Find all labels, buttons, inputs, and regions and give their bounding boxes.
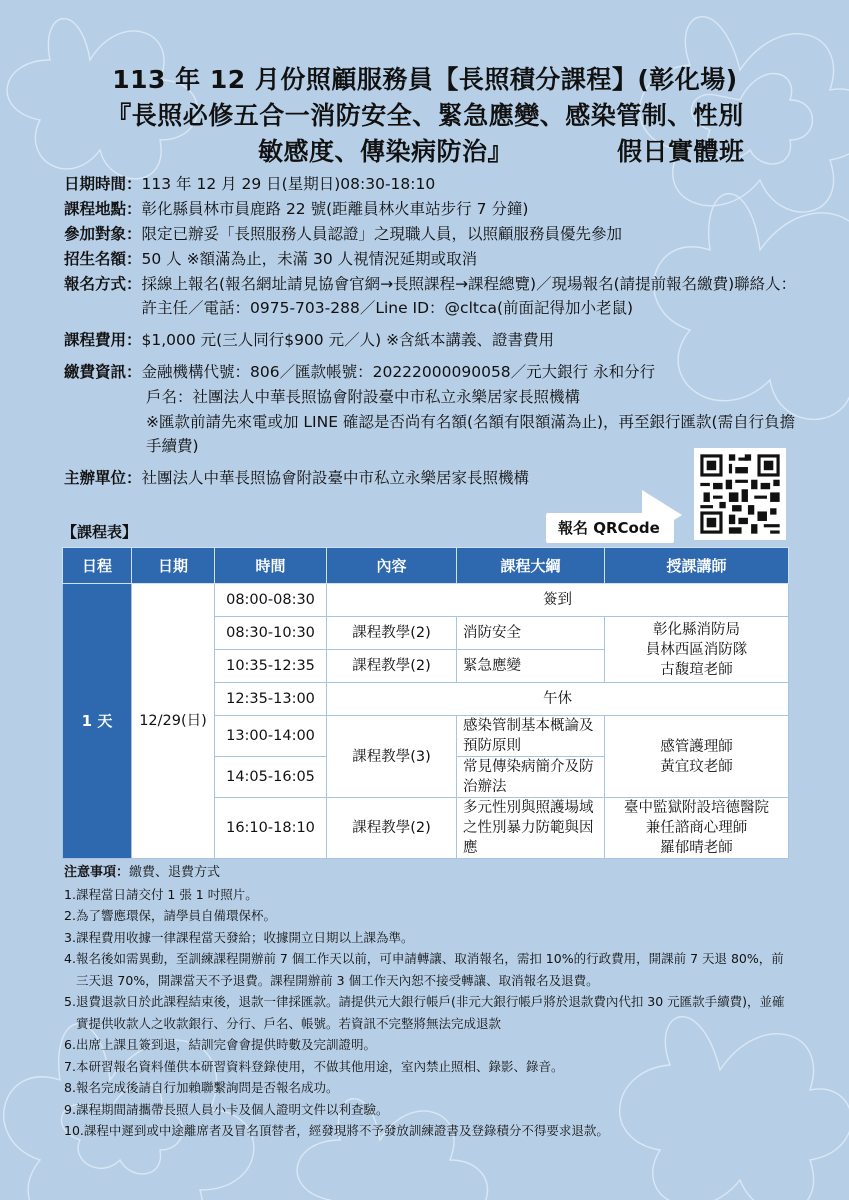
table-header-row bbox=[63, 548, 789, 584]
time-cell: 12:35-13:00 bbox=[215, 683, 327, 716]
teacher-line: 羅郁晴老師 bbox=[660, 840, 733, 856]
info-label: 日期時間： bbox=[64, 175, 142, 193]
note-text: 課程費用收據一律課程當天發給；收據開立日期以上課為準。 bbox=[75, 929, 414, 945]
teacher-cell bbox=[605, 617, 789, 683]
note-text: 本研習報名資料僅供本研習資料登錄使用，不做其他用途，室內禁止照相、錄影、錄音。 bbox=[75, 1058, 564, 1074]
title-line-3 bbox=[40, 134, 810, 170]
note-number: 10. bbox=[64, 1123, 84, 1138]
time-cell: 16:10-18:10 bbox=[215, 798, 327, 859]
notes-section bbox=[64, 862, 794, 1142]
info-row-quota bbox=[64, 247, 804, 271]
info-label: 主辦單位： bbox=[64, 469, 142, 487]
info-row-fee bbox=[64, 328, 804, 352]
header-time: 時間 bbox=[215, 548, 327, 584]
teacher-cell bbox=[605, 798, 789, 859]
info-value: 社團法人中華長照協會附設臺中市私立永樂居家長照機構 bbox=[141, 469, 530, 487]
note-number: 7. bbox=[64, 1058, 76, 1074]
info-row-payment-note bbox=[64, 410, 804, 458]
info-value: 彰化縣員林市員鹿路 22 號(距離員林火車站步行 7 分鐘) bbox=[141, 200, 529, 218]
teacher-line: 兼任諮商心理師 bbox=[645, 820, 748, 836]
date-cell: 12/29(日) bbox=[132, 584, 215, 859]
header-date: 日期 bbox=[132, 548, 215, 584]
teacher-line: 黃宜玟老師 bbox=[660, 758, 733, 775]
outline-cell: 消防安全 bbox=[457, 617, 605, 650]
content-cell: 課程教學(3) bbox=[327, 716, 457, 798]
info-row-audience bbox=[64, 222, 804, 246]
notes-heading-label: 注意事項： bbox=[64, 865, 130, 880]
schedule-table bbox=[62, 547, 789, 859]
info-value: $1,000 元(三人同行$900 元／人) ※含紙本講義、證書費用 bbox=[141, 331, 555, 349]
note-text: 課程中遲到或中途離席者及冒名頂替者，經發現將不予發放訓練證書及登錄積分不得要求退款。 bbox=[83, 1123, 609, 1138]
note-number: 5. bbox=[64, 994, 76, 1009]
list-item bbox=[64, 1034, 794, 1056]
title-line-3-part-b: 假日實體班 bbox=[617, 137, 745, 166]
title-line-2: 『長照必修五合一消防安全、緊急應變、感染管制、性別 bbox=[106, 101, 744, 130]
outline-cell: 感染管制基本概論及預防原則 bbox=[457, 716, 605, 757]
day-cell: 1 天 bbox=[63, 584, 132, 859]
note-text: 出席上課且簽到退，結訓完會會提供時數及完訓證明。 bbox=[75, 1037, 376, 1052]
info-value: 採線上報名(報名網址請見協會官網→長照課程→課程總覽)／現場報名(請提前報名繳費)聯絡人：許主任／電話：0975-703-288／Line ID：@cltca(前面記得加小老鼠) bbox=[141, 275, 797, 317]
note-text: 課程期間請攜帶長照人員小卡及個人證明文件以利查驗。 bbox=[75, 1101, 389, 1117]
info-row-location bbox=[64, 197, 804, 221]
info-row-signup bbox=[64, 272, 804, 320]
note-text: 報名後如需異動，至訓練課程開辦前 7 個工作天以前，可申請轉讓、取消報名，需扣 10%的行政費用，開課前 7 天退 80%，前三天退 70%，開課當天不予退費。課程開辦前 3 個工作天內恕不接受轉讓、取消報名及退費。 bbox=[75, 951, 784, 988]
note-number: 6. bbox=[64, 1037, 76, 1052]
note-number: 1. bbox=[64, 886, 76, 902]
checkin-cell: 簽到 bbox=[327, 584, 789, 617]
header-outline: 課程大綱 bbox=[457, 548, 605, 584]
content-cell: 課程教學(2) bbox=[327, 798, 457, 859]
list-item bbox=[64, 884, 794, 906]
info-label: 繳費資訊： bbox=[64, 363, 142, 381]
notes-heading-rest: 繳費、退費方式 bbox=[129, 865, 221, 880]
title-line-3-part-a: 敏感度、傳染病防治』 bbox=[258, 137, 514, 166]
header-content: 內容 bbox=[327, 548, 457, 584]
list-item bbox=[64, 1099, 794, 1121]
info-row-date bbox=[64, 172, 804, 196]
teacher-line: 彰化縣消防局 bbox=[653, 621, 740, 638]
info-label: 課程費用： bbox=[64, 331, 142, 349]
teacher-cell bbox=[605, 716, 789, 798]
note-number: 8. bbox=[64, 1080, 76, 1095]
info-value: 戶名：社團法人中華長照協會附設臺中市私立永樂居家長照機構 bbox=[146, 388, 581, 406]
time-cell: 10:35-12:35 bbox=[215, 650, 327, 683]
info-value: 金融機構代號：806／匯款帳號：20222000090058／元大銀行 永和分行 bbox=[141, 363, 656, 381]
info-label: 課程地點： bbox=[64, 200, 142, 218]
table-row bbox=[63, 584, 789, 617]
header-day: 日程 bbox=[63, 548, 132, 584]
time-cell: 13:00-14:00 bbox=[215, 716, 327, 757]
info-label: 招生名額： bbox=[64, 250, 142, 268]
teacher-line: 臺中監獄附設培德醫院 bbox=[624, 800, 769, 816]
course-info bbox=[64, 172, 804, 491]
list-item bbox=[64, 1077, 794, 1099]
info-value: 50 人 ※額滿為止，未滿 30 人視情況延期或取消 bbox=[141, 250, 478, 268]
info-row-payment-account-name bbox=[64, 385, 804, 409]
info-label: 報名方式： bbox=[64, 275, 142, 293]
outline-cell: 常見傳染病簡介及防治辦法 bbox=[457, 757, 605, 798]
page-title bbox=[40, 62, 810, 170]
title-line-1: 113 年 12 月份照顧服務員【長照積分課程】(彰化場) bbox=[112, 65, 738, 94]
content-cell: 課程教學(2) bbox=[327, 650, 457, 683]
list-item bbox=[64, 948, 794, 991]
info-value: 限定已辦妥「長照服務人員認證」之現職人員，以照顧服務員優先參加 bbox=[141, 225, 623, 243]
header-teacher: 授課講師 bbox=[605, 548, 789, 584]
teacher-line: 古馥瑄老師 bbox=[660, 661, 733, 678]
time-cell: 14:05-16:05 bbox=[215, 757, 327, 798]
info-row-organizer bbox=[64, 466, 804, 490]
list-item bbox=[64, 1056, 794, 1078]
note-text: 課程當日請交付 1 張 1 吋照片。 bbox=[75, 886, 258, 902]
outline-cell: 緊急應變 bbox=[457, 650, 605, 683]
note-number: 9. bbox=[64, 1101, 76, 1117]
time-cell: 08:00-08:30 bbox=[215, 584, 327, 617]
content-cell: 課程教學(2) bbox=[327, 617, 457, 650]
teacher-line: 感管護理師 bbox=[660, 738, 733, 755]
note-number: 2. bbox=[64, 908, 76, 923]
schedule-heading: 【課程表】 bbox=[62, 523, 138, 541]
lunch-cell: 午休 bbox=[327, 683, 789, 716]
qr-label: 報名 QRCode bbox=[546, 513, 674, 543]
info-row-payment bbox=[64, 360, 804, 384]
list-item bbox=[64, 991, 794, 1034]
notes-heading bbox=[64, 862, 794, 884]
list-item bbox=[64, 905, 794, 927]
time-cell: 08:30-10:30 bbox=[215, 617, 327, 650]
list-item bbox=[64, 1120, 794, 1142]
info-label: 參加對象： bbox=[64, 225, 142, 243]
teacher-line: 員林西區消防隊 bbox=[645, 641, 748, 658]
signup-qr-code[interactable] bbox=[694, 448, 786, 540]
note-text: 為了響應環保，請學員自備環保杯。 bbox=[75, 908, 276, 923]
note-text: 報名完成後請自行加賴聯繫詢問是否報名成功。 bbox=[75, 1080, 339, 1095]
outline-cell: 多元性別與照護場域之性別暴力防範與因應 bbox=[457, 798, 605, 859]
note-number: 3. bbox=[64, 929, 76, 945]
note-text: 退費退款日於此課程結束後，退款一律採匯款。請提供元大銀行帳戶(非元大銀行帳戶將於退款費內代扣 30 元匯款手續費)，並確實提供收款人之收款銀行、分行、戶名、帳號。若資訊不完整將無法完成退款 bbox=[75, 994, 785, 1031]
list-item bbox=[64, 927, 794, 949]
info-value: ※匯款前請先來電或加 LINE 確認是否尚有名額(名額有限額滿為止)，再至銀行匯款(需自行負擔手續費) bbox=[146, 413, 796, 455]
note-number: 4. bbox=[64, 951, 76, 966]
info-value: 113 年 12 月 29 日(星期日)08:30-18:10 bbox=[141, 175, 436, 193]
